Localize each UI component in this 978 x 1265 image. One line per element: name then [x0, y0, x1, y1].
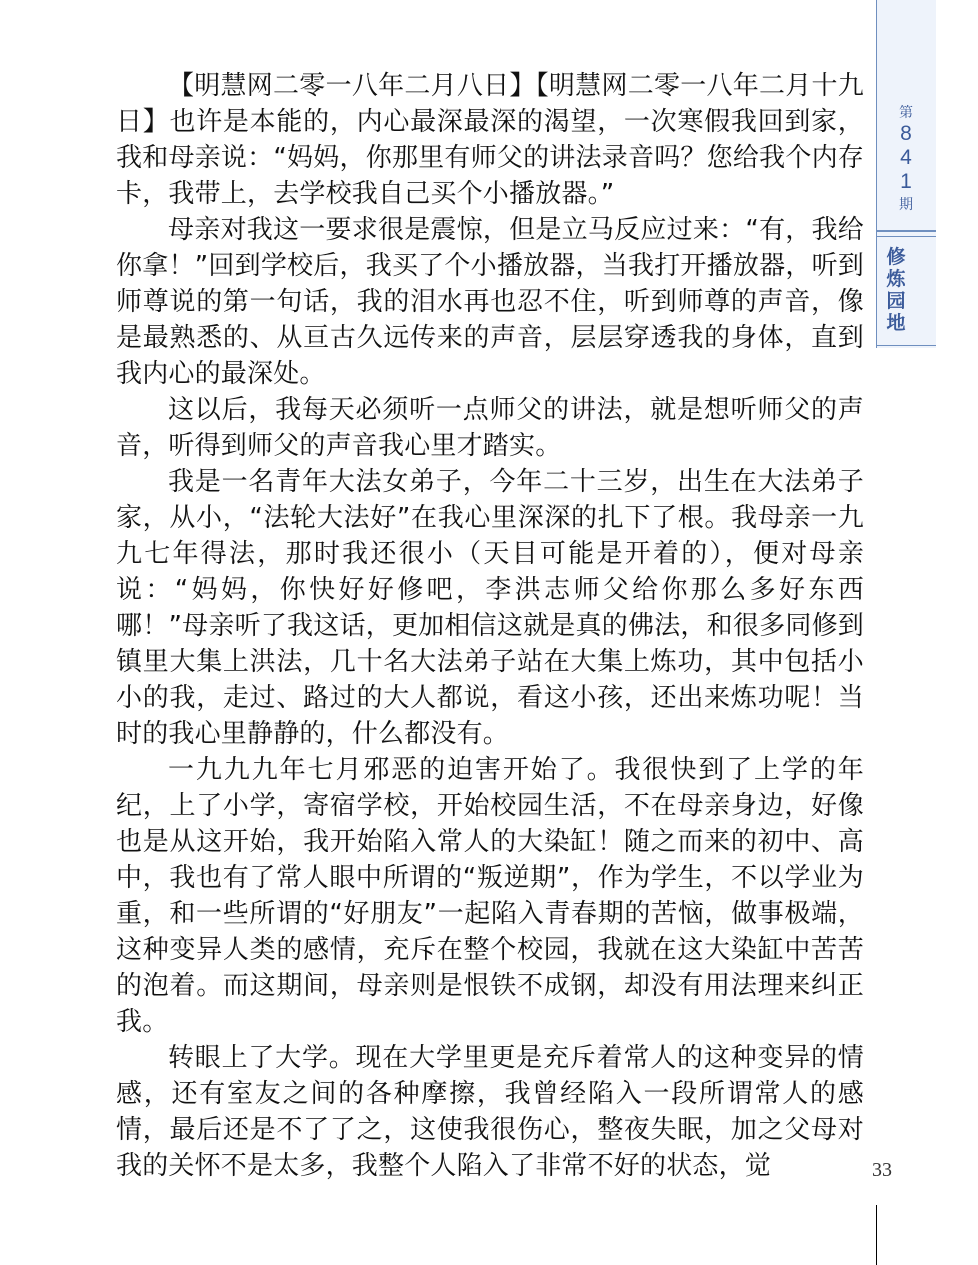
paragraph: 【明慧网二零一八年二月八日】【明慧网二零一八年二月十九日】也许是本能的，内心最深最深的渴望，一次寒假我回到家，我和母亲说：“妈妈，你那里有师父的讲法录音吗？您给我个内存卡，我带上，去学校我自己买个小播放器。”: [116, 71, 864, 209]
issue-digit: 1: [900, 170, 912, 193]
sidebar-rule: [876, 345, 936, 346]
paragraph: 这以后，我每天必须听一点师父的讲法，就是想听师父的声音，听得到师父的声音我心里才踏实。: [116, 395, 864, 461]
sidebar-rule: [876, 230, 936, 232]
page-number: 33: [872, 1159, 892, 1181]
paragraph: 母亲对我这一要求很是震惊，但是立马反应过来：“有，我给你拿！”回到学校后，我买了个小播放器，当我打开播放器，听到师尊说的第一句话，我的泪水再也忍不住，听到师尊的声音，像是最熟悉的、从亘古久远传来的声音，层层穿透我的身体，直到我内心的最深处。: [116, 215, 864, 389]
section-char: 修: [886, 246, 906, 268]
section-char: 园: [886, 290, 906, 312]
section-char: 炼: [886, 268, 906, 290]
issue-digit: 8: [900, 122, 912, 145]
issue-digit: 4: [900, 146, 912, 169]
sidebar-divider-bottom: [876, 1205, 877, 1265]
section-title: [876, 246, 916, 334]
issue-label: [876, 102, 936, 214]
article-body: [116, 68, 864, 1184]
issue-prefix: 第: [899, 104, 913, 120]
sidebar-rule: [876, 236, 936, 237]
paragraph: 一九九九年七月邪恶的迫害开始了。我很快到了上学的年纪，上了小学，寄宿学校，开始校园生活，不在母亲身边，好像也是从这开始，我开始陷入常人的大染缸！随之而来的初中、高中，我也有了常人眼中所谓的“叛逆期”，作为学生，不以学业为重，和一些所谓的“好朋友”一起陷入青春期的苦恼，做事极端，这种变异人类的感情，充斥在整个校园，我就在这大染缸中苦苦的泡着。而这期间，母亲则是恨铁不成钢，却没有用法理来纠正我。: [116, 755, 864, 1037]
section-char: 地: [886, 312, 906, 334]
issue-suffix: 期: [899, 196, 913, 212]
paragraph: 我是一名青年大法女弟子，今年二十三岁，出生在大法弟子家，从小，“法轮大法好”在我心里深深的扎下了根。我母亲一九九七年得法，那时我还很小（天目可能是开着的），便对母亲说：“妈妈，你快好好修吧，李洪志师父给你那么多好东西哪！”母亲听了我这话，更加相信这就是真的佛法，和很多同修到镇里大集上洪法，几十名大法弟子站在大集上炼功，其中包括小小的我，走过、路过的大人都说，看这小孩，还出来炼功呢！当时的我心里静静的，什么都没有。: [116, 467, 864, 749]
paragraph: 转眼上了大学。现在大学里更是充斥着常人的这种变异的情感，还有室友之间的各种摩擦，我曾经陷入一段所谓常人的感情，最后还是不了了之，这使我很伤心，整夜失眠，加之父母对我的关怀不是太多，我整个人陷入了非常不好的状态，觉: [116, 1043, 864, 1181]
